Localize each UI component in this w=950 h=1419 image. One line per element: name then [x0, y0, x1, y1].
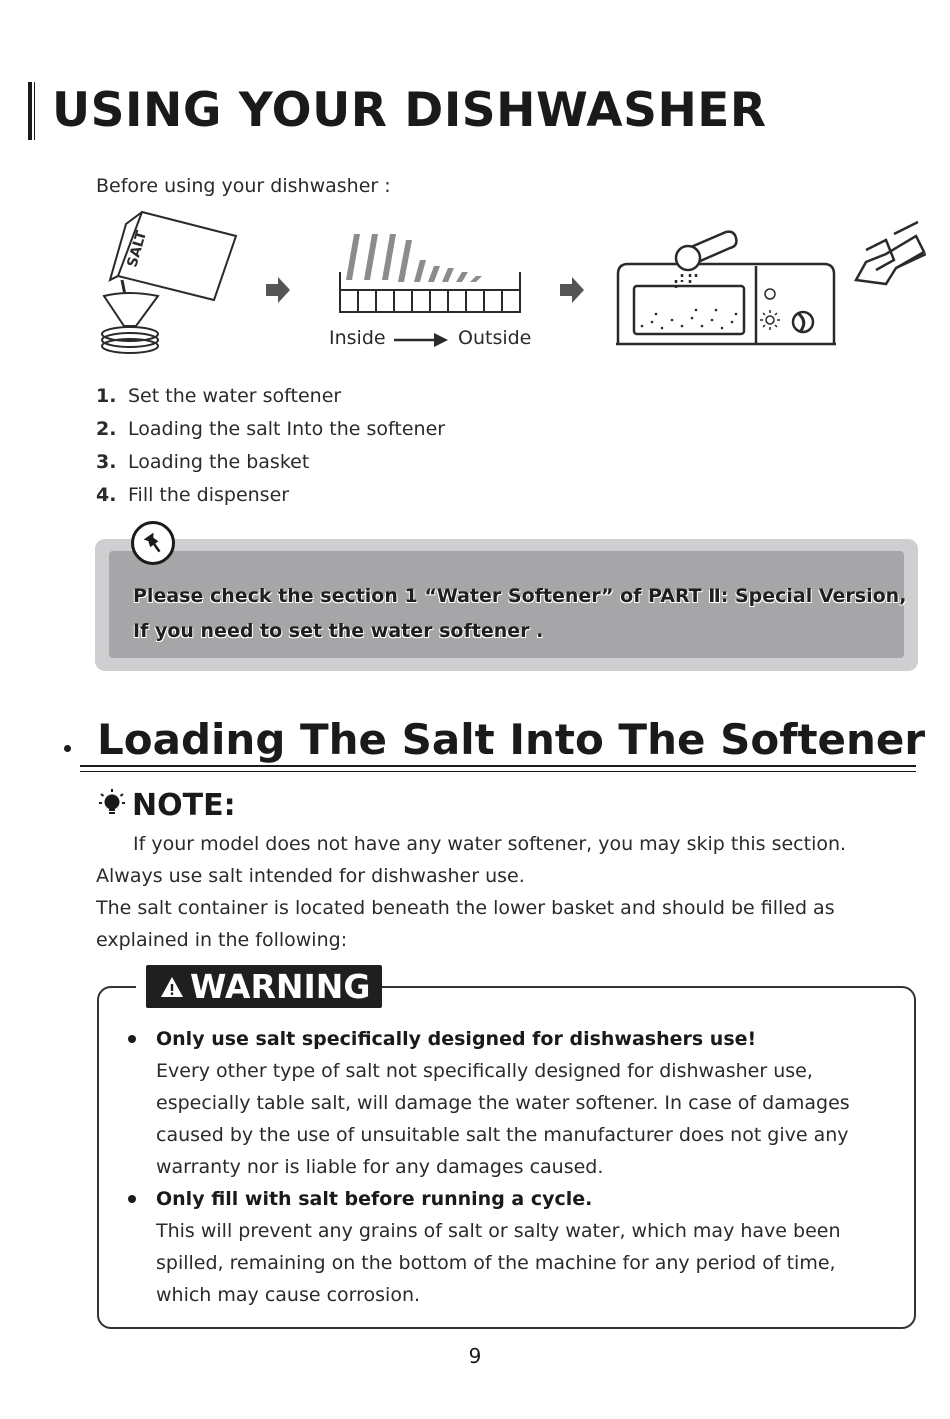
title-accent-bar	[28, 82, 32, 140]
step-number: 2.	[96, 418, 117, 440]
list-item	[126, 1023, 866, 1183]
note-body	[96, 828, 896, 956]
step-number: 1.	[96, 385, 117, 407]
bullet-icon	[128, 1035, 136, 1043]
list-item	[96, 479, 445, 512]
steps-list	[96, 380, 445, 512]
list-item	[96, 380, 445, 413]
section-rule-thin	[80, 771, 916, 772]
warning-item-text: Every other type of salt not specifically designed for dishwasher use, especially table salt, will damage the water softener. In case of damages caused by the use of unsuitable salt the manufacturer does not give any warranty nor is liable for any damages caused.	[156, 1060, 850, 1178]
basket-inside-label: Inside	[329, 327, 386, 349]
note-line-3: The salt container is located beneath the lower basket and should be filled as explained in the following:	[96, 897, 835, 951]
warning-item-lead: Only fill with salt before running a cycle.	[156, 1188, 593, 1210]
page-number: 9	[468, 1344, 482, 1368]
section-rule	[80, 765, 916, 767]
warning-item-text: This will prevent any grains of salt or salty water, which may have been spilled, remaining on the bottom of the machine for any period of time, which may cause corrosion.	[156, 1220, 841, 1306]
section-title: Loading The Salt Into The Softener	[97, 715, 926, 764]
bullet-icon	[128, 1195, 136, 1203]
warning-list	[126, 1023, 866, 1311]
step-number: 4.	[96, 484, 117, 506]
list-item	[126, 1183, 866, 1311]
salt-pouring-illustration	[102, 212, 236, 353]
title-accent-line	[34, 82, 35, 140]
step-number: 3.	[96, 451, 117, 473]
info-line-2: If you need to set the water softener .	[133, 620, 544, 642]
arrow-right-icon	[560, 277, 584, 303]
warning-triangle-icon	[160, 976, 184, 998]
step-text: Fill the dispenser	[128, 484, 290, 506]
note-line-2: Always use salt intended for dishwasher use.	[96, 865, 525, 887]
section-bullet	[64, 745, 71, 752]
basket-illustration	[340, 234, 520, 312]
list-item	[96, 446, 445, 479]
arrow-right-icon	[266, 277, 290, 303]
warning-label-text: WARNING	[190, 967, 371, 1006]
info-box-text	[133, 579, 906, 649]
step-text: Set the water softener	[128, 385, 342, 407]
note-line-1: If your model does not have any water softener, you may skip this section.	[133, 833, 847, 855]
basket-outside-label: Outside	[458, 327, 532, 349]
note-heading: NOTE:	[132, 788, 236, 823]
warning-item-lead: Only use salt specifically designed for dishwashers use!	[156, 1028, 757, 1050]
lightbulb-icon	[98, 788, 126, 818]
steps-illustration	[96, 210, 926, 360]
info-line-1: Please check the section 1 “Water Softener” of PART Ⅱ: Special Version,	[133, 585, 907, 607]
warning-label	[146, 965, 382, 1008]
step-text: Loading the basket	[128, 451, 310, 473]
step-text: Loading the salt Into the softener	[128, 418, 446, 440]
pushpin-icon	[131, 521, 175, 565]
page-title: USING YOUR DISHWASHER	[52, 83, 767, 138]
dispenser-illustration	[616, 222, 926, 344]
list-item	[96, 413, 445, 446]
salt-box-label: SALT	[124, 229, 151, 270]
intro-text: Before using your dishwasher :	[96, 175, 391, 197]
salt-grains	[641, 309, 738, 330]
